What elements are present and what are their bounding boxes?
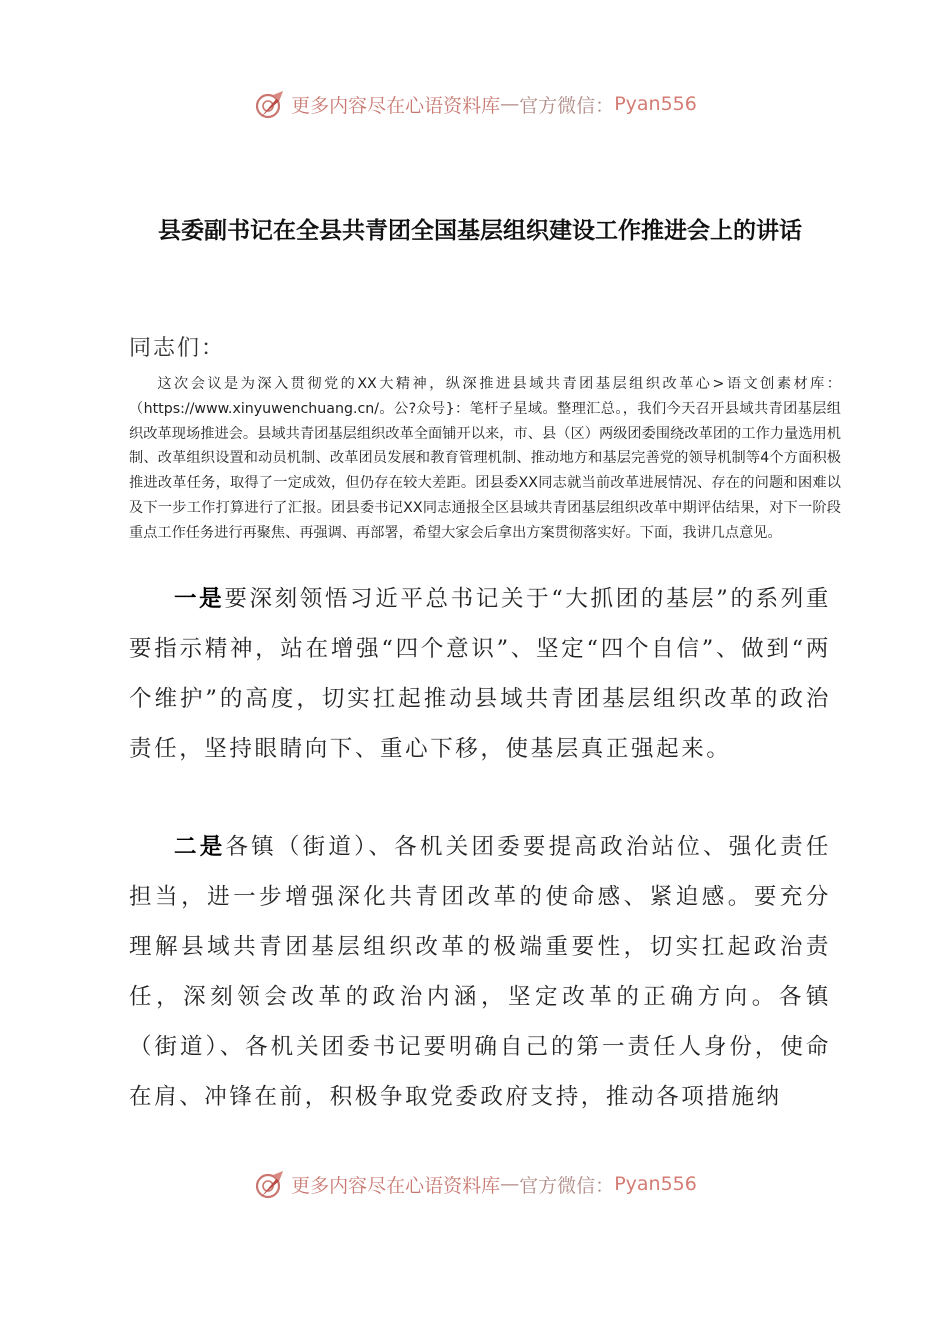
- brand-text: 更多内容尽在心语资料库: [291, 94, 501, 117]
- document-title: 县委副书记在全县共青团全国基层组织建设工作推进会上的讲话: [158, 218, 802, 244]
- brand-text: 更多内容尽在心语资料库: [291, 1174, 501, 1197]
- quill-logo-icon: [253, 1167, 287, 1201]
- quill-logo-icon: [253, 87, 287, 121]
- wechat-id: Pyan556: [614, 1173, 697, 1195]
- point-paragraph-2: [129, 822, 831, 1122]
- intro-paragraph: 这次会议是为深入贯彻党的XX大精神，纵深推进县域共青团基层组织改革心>语文创素材库：（https://www.xinyuwenchuang.cn/。公?众号}：笔杆子星域。整理汇总。，我们今天召开县域共青团基层组织改革现场推进会。县域共青团基层组织改革全面铺开以来，市、县（区）两级团委围绕改革团的工作力量选用机制、改革组织设置和动员机制、改革团员发展和教育管理机制、推动地方和基层完善党的领导机制等4个方面积极推进改革任务，取得了一定成效，但仍存在较大差距。团县委XX同志就当前改革进展情况、存在的问题和困难以及下一步工作打算进行了汇报。团县委书记XX同志通报全区县域共青团基层组织改革中期评估结果，对下一阶段重点工作任务进行再聚焦、再强调、再部署，希望大家会后拿出方案贯彻落实好。下面，我讲几点意见。: [129, 376, 841, 541]
- salutation: 同志们：: [129, 336, 226, 361]
- point-paragraph-1: [129, 574, 831, 774]
- point-lead: 二是: [174, 834, 226, 860]
- header-banner: [0, 82, 950, 126]
- wechat-label: 官方微信：: [519, 94, 615, 117]
- banner-separator: —: [500, 93, 520, 115]
- point-text: 各镇（街道）、各机关团委要提高政治站位、强化责任担当，进一步增强深化共青团改革的使命感、紧迫感。要充分理解县域共青团基层组织改革的极端重要性，切实扛起政治责任，深刻领会改革的政治内涵，坚定改革的正确方向。各镇（街道）、各机关团委书记要明确自己的第一责任人身份，使命在肩、冲锋在前，积极争取党委政府支持，推动各项措施纳: [129, 834, 831, 1110]
- wechat-id: Pyan556: [614, 93, 697, 115]
- point-text: 要深刻领悟习近平总书记关于“大抓团的基层”的系列重要指示精神，站在增强“四个意识”、坚定“四个自信”、做到“两个维护”的高度，切实扛起推动县域共青团基层组织改革的政治责任，坚持眼睛向下、重心下移，使基层真正强起来。: [129, 586, 832, 762]
- banner-separator: —: [500, 1173, 520, 1195]
- footer-banner: [0, 1162, 950, 1206]
- point-lead: 一是: [174, 586, 225, 612]
- wechat-label: 官方微信：: [519, 1174, 615, 1197]
